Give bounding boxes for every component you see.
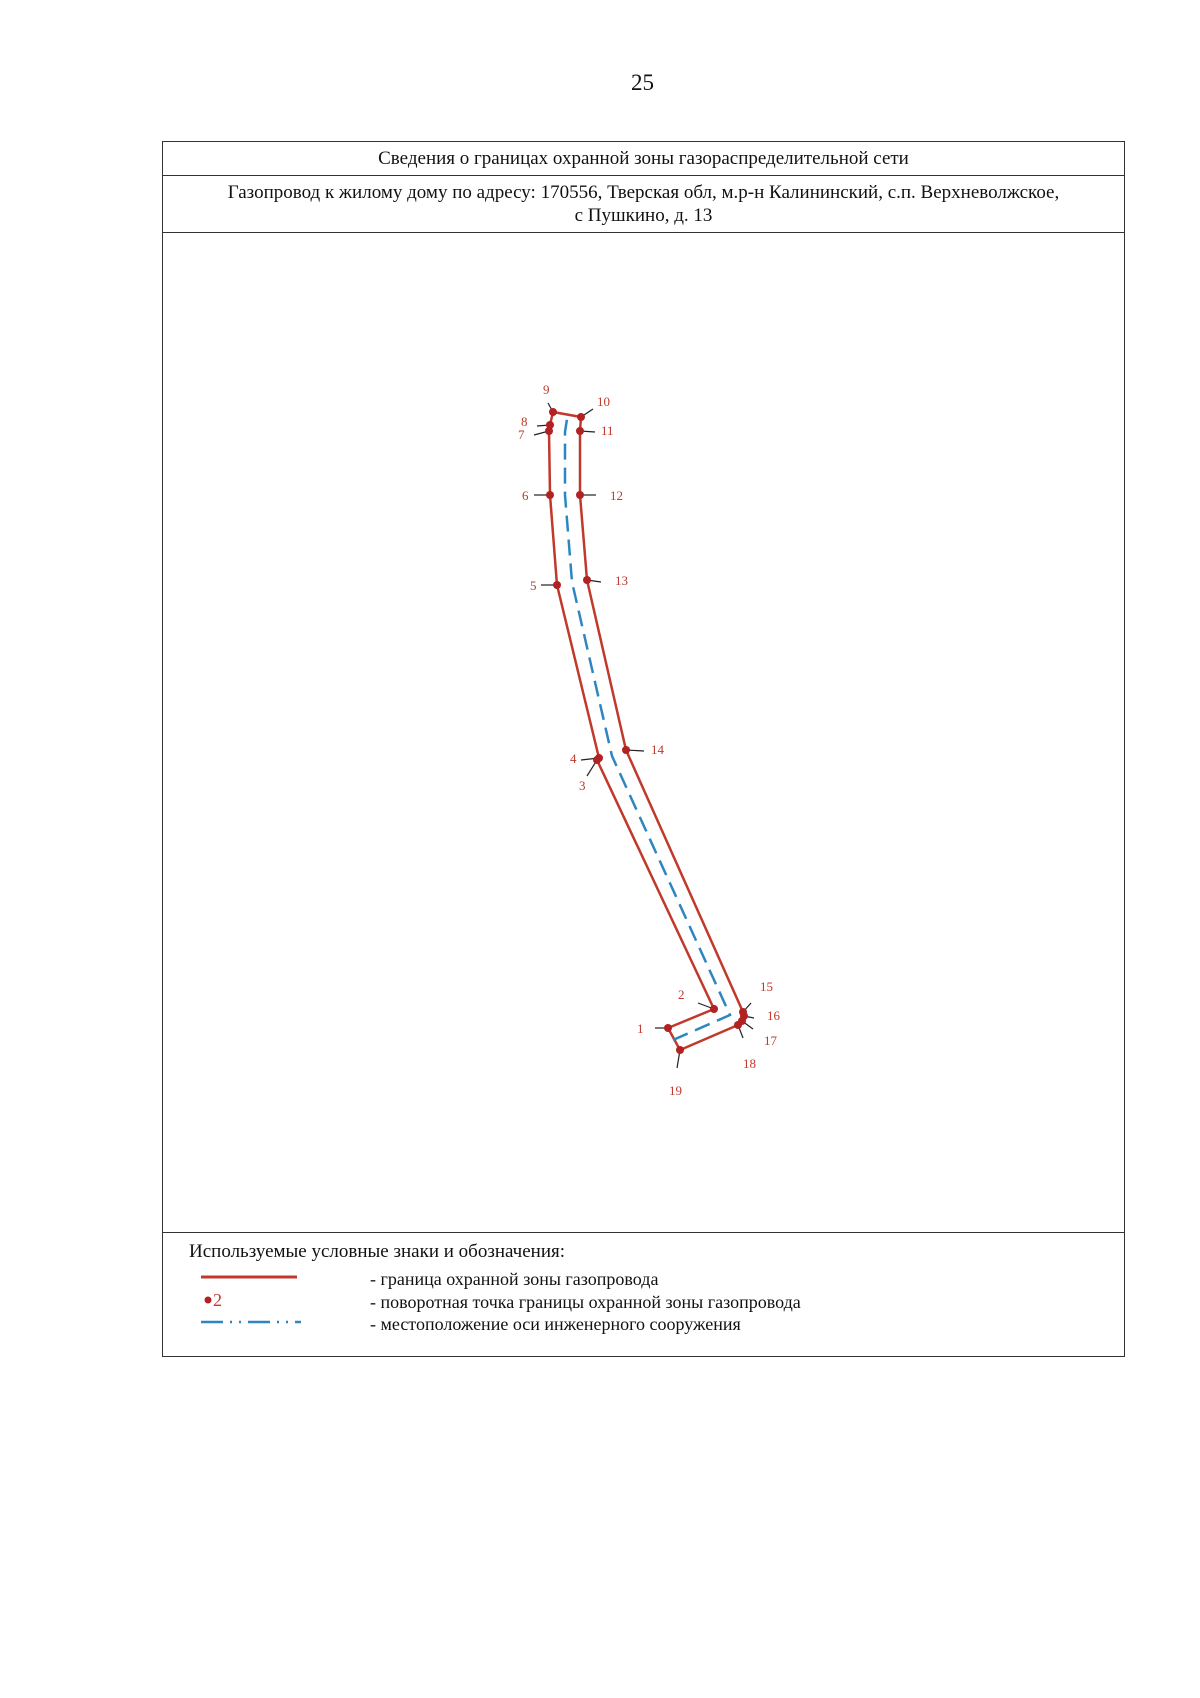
turning-point-6 bbox=[546, 491, 554, 499]
turning-point-19 bbox=[676, 1046, 684, 1054]
legend-title: Используемые условные знаки и обозначения: bbox=[189, 1241, 566, 1262]
boundary-polygon bbox=[549, 412, 744, 1050]
axis-line-symbol bbox=[201, 1314, 301, 1336]
object-description bbox=[163, 176, 1124, 233]
point-label-3: 3 bbox=[579, 778, 586, 793]
turning-point-symbol bbox=[201, 1292, 301, 1314]
pipeline-axis bbox=[565, 419, 730, 1040]
object-line-1: Газопровод к жилому дому по адресу: 170556, Тверская обл, м.р-н Калининский, с.п. Верхневолжское, bbox=[227, 182, 1060, 203]
turning-point-4 bbox=[595, 754, 603, 762]
legend bbox=[163, 1233, 1124, 1358]
point-label-13: 13 bbox=[615, 573, 628, 588]
legend-item-boundary bbox=[163, 1269, 1124, 1291]
turning-point-2 bbox=[710, 1005, 718, 1013]
turning-point-10 bbox=[577, 413, 585, 421]
point-label-17: 17 bbox=[764, 1033, 777, 1048]
point-label-1: 1 bbox=[637, 1021, 644, 1036]
legend-text-boundary: - граница охранной зоны газопровода bbox=[370, 1269, 659, 1289]
turning-point-11 bbox=[576, 427, 584, 435]
point-label-9: 9 bbox=[543, 382, 550, 397]
object-line-2: с Пушкино, д. 13 bbox=[574, 205, 713, 226]
point-label-14: 14 bbox=[651, 742, 664, 757]
legend-text-point: - поворотная точка границы охранной зоны газопровода bbox=[370, 1292, 801, 1312]
point-label-2: 2 bbox=[678, 987, 685, 1002]
point-label-7: 7 bbox=[518, 427, 525, 442]
boundary-drawing bbox=[163, 233, 1124, 1233]
turning-point-1 bbox=[664, 1024, 672, 1032]
turning-point-12 bbox=[576, 491, 584, 499]
point-label-12: 12 bbox=[610, 488, 623, 503]
point-label-5: 5 bbox=[530, 578, 537, 593]
legend-text-axis: - местоположение оси инженерного сооружения bbox=[370, 1314, 741, 1334]
point-label-10: 10 bbox=[597, 394, 610, 409]
point-leaders bbox=[534, 403, 754, 1068]
point-label-8: 8 bbox=[521, 414, 528, 429]
turning-point-9 bbox=[549, 408, 557, 416]
point-label-4: 4 bbox=[570, 751, 577, 766]
legend-item-axis bbox=[163, 1314, 1124, 1336]
turning-point-sample-label: 2 bbox=[213, 1290, 222, 1310]
point-label-11: 11 bbox=[601, 423, 614, 438]
boundary-line-symbol bbox=[201, 1269, 301, 1291]
table-title: Сведения о границах охранной зоны газораспределительной сети bbox=[163, 142, 1124, 176]
turning-point-14 bbox=[622, 746, 630, 754]
legend-item-point bbox=[163, 1292, 1124, 1314]
page-number: 25 bbox=[631, 70, 654, 95]
point-label-18: 18 bbox=[743, 1056, 756, 1071]
protection-zone-boundary bbox=[549, 412, 744, 1050]
point-label-6: 6 bbox=[522, 488, 529, 503]
point-label-15: 15 bbox=[760, 979, 773, 994]
turning-point-8 bbox=[546, 421, 554, 429]
info-table bbox=[162, 141, 1125, 1357]
point-labels bbox=[518, 382, 781, 1098]
point-label-16: 16 bbox=[767, 1008, 780, 1023]
turning-point-13 bbox=[583, 576, 591, 584]
axis-polyline bbox=[565, 419, 730, 1040]
boundary-plan-svg bbox=[163, 233, 1123, 1233]
turning-point-5 bbox=[553, 581, 561, 589]
point-label-19: 19 bbox=[669, 1083, 682, 1098]
turning-point-18 bbox=[734, 1021, 742, 1029]
